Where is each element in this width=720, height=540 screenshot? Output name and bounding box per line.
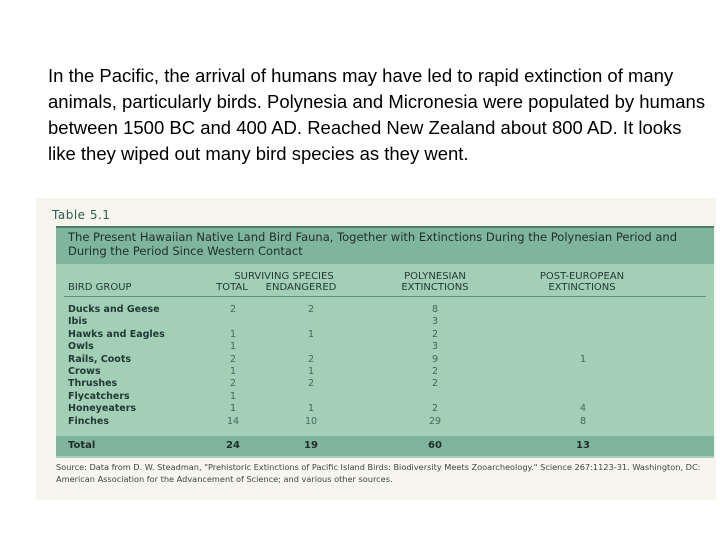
cell-endangered: 10 [304,415,318,427]
bird-group-name: Ducks and Geese [68,304,160,315]
cell-total: 1 [229,366,237,377]
intro-paragraph: In the Pacific, the arrival of humans may have led to rapid extinction of many animals, particularly birds. Polynesia and Micronesia were populated by humans between 1500 BC and 400 AD. Reached New Zealand about 800 AD. It looks like they wiped out many bird species as they went. [48,65,706,164]
table-row [56,403,714,415]
cell-polynesian: 3 [431,316,439,328]
cell-polynesian: 2 [431,366,439,377]
cell-total: 1 [229,403,237,415]
bird-group-name: Ibis [68,316,88,328]
cell-total: 1 [229,390,237,402]
cell-post-european: 4 [579,403,587,415]
table-row [56,354,714,366]
table-row [56,391,714,403]
cell-total: 14 [226,415,240,427]
table-row [56,366,714,378]
totals-post-european: 13 [576,440,590,451]
cell-polynesian: 2 [431,328,439,340]
totals-label: Total [68,440,96,451]
cell-endangered: 1 [307,366,315,377]
cell-endangered: 1 [307,328,315,340]
table-row [56,341,714,353]
bird-group-name: Thrushes [68,378,118,390]
totals-polynesian: 60 [428,440,442,451]
header-polynesian-extinctions: POLYNESIAN EXTINCTIONS [401,271,469,293]
header-surviving-species: SURVIVING SPECIES [234,271,334,282]
cell-polynesian: 2 [431,403,439,415]
cell-total: 2 [229,378,237,390]
bird-group-name: Crows [68,366,101,377]
table-scan [36,198,716,500]
cell-post-european: 1 [579,353,587,365]
cell-total: 1 [229,328,237,340]
bird-group-name: Owls [68,341,94,353]
cell-endangered: 1 [307,403,315,415]
table-body [56,226,714,458]
table-row [56,378,714,390]
bird-group-name: Flycatchers [68,390,130,402]
totals-row [56,436,714,456]
cell-total: 1 [229,341,237,353]
cell-total: 2 [229,304,237,315]
cell-polynesian: 3 [431,341,439,353]
table-caption-bar [56,226,714,264]
cell-post-european: 8 [579,415,587,427]
cell-polynesian: 2 [431,378,439,390]
bird-group-name: Hawks and Eagles [68,328,165,340]
totals-endangered: 19 [304,440,318,451]
header-endangered: ENDANGERED [265,282,337,293]
cell-polynesian: 8 [431,304,439,315]
cell-polynesian: 9 [431,353,439,365]
table-row [56,316,714,328]
table-row [56,304,714,316]
header-divider [64,296,706,297]
bird-group-name: Finches [68,415,110,427]
bird-group-name: Honeyeaters [68,403,137,415]
cell-total: 2 [229,353,237,365]
cell-endangered: 2 [307,353,315,365]
totals-total: 24 [226,440,240,451]
cell-endangered: 2 [307,378,315,390]
header-post-european-extinctions: POST-EUROPEAN EXTINCTIONS [539,271,625,293]
cell-polynesian: 29 [428,415,442,427]
table-row [56,329,714,341]
source-note: Source: Data from D. W. Steadman, "Prehistoric Extinctions of Pacific Island Birds: Biodiversity Meets Zooarcheology." Science 267:1123-31. Washington, DC: American Association for the Advancement of Science; and various other sources. [56,462,701,484]
cell-endangered: 2 [307,304,315,315]
bird-group-name: Rails, Coots [68,353,132,365]
table-caption: The Present Hawaiian Native Land Bird Fauna, Together with Extinctions During the Polynesian Period and During the Period Since Western Contact [68,230,678,258]
table-row [56,416,714,428]
header-total: TOTAL [216,282,248,293]
header-bird-group: BIRD GROUP [68,282,132,293]
table-label: Table 5.1 [52,208,111,222]
